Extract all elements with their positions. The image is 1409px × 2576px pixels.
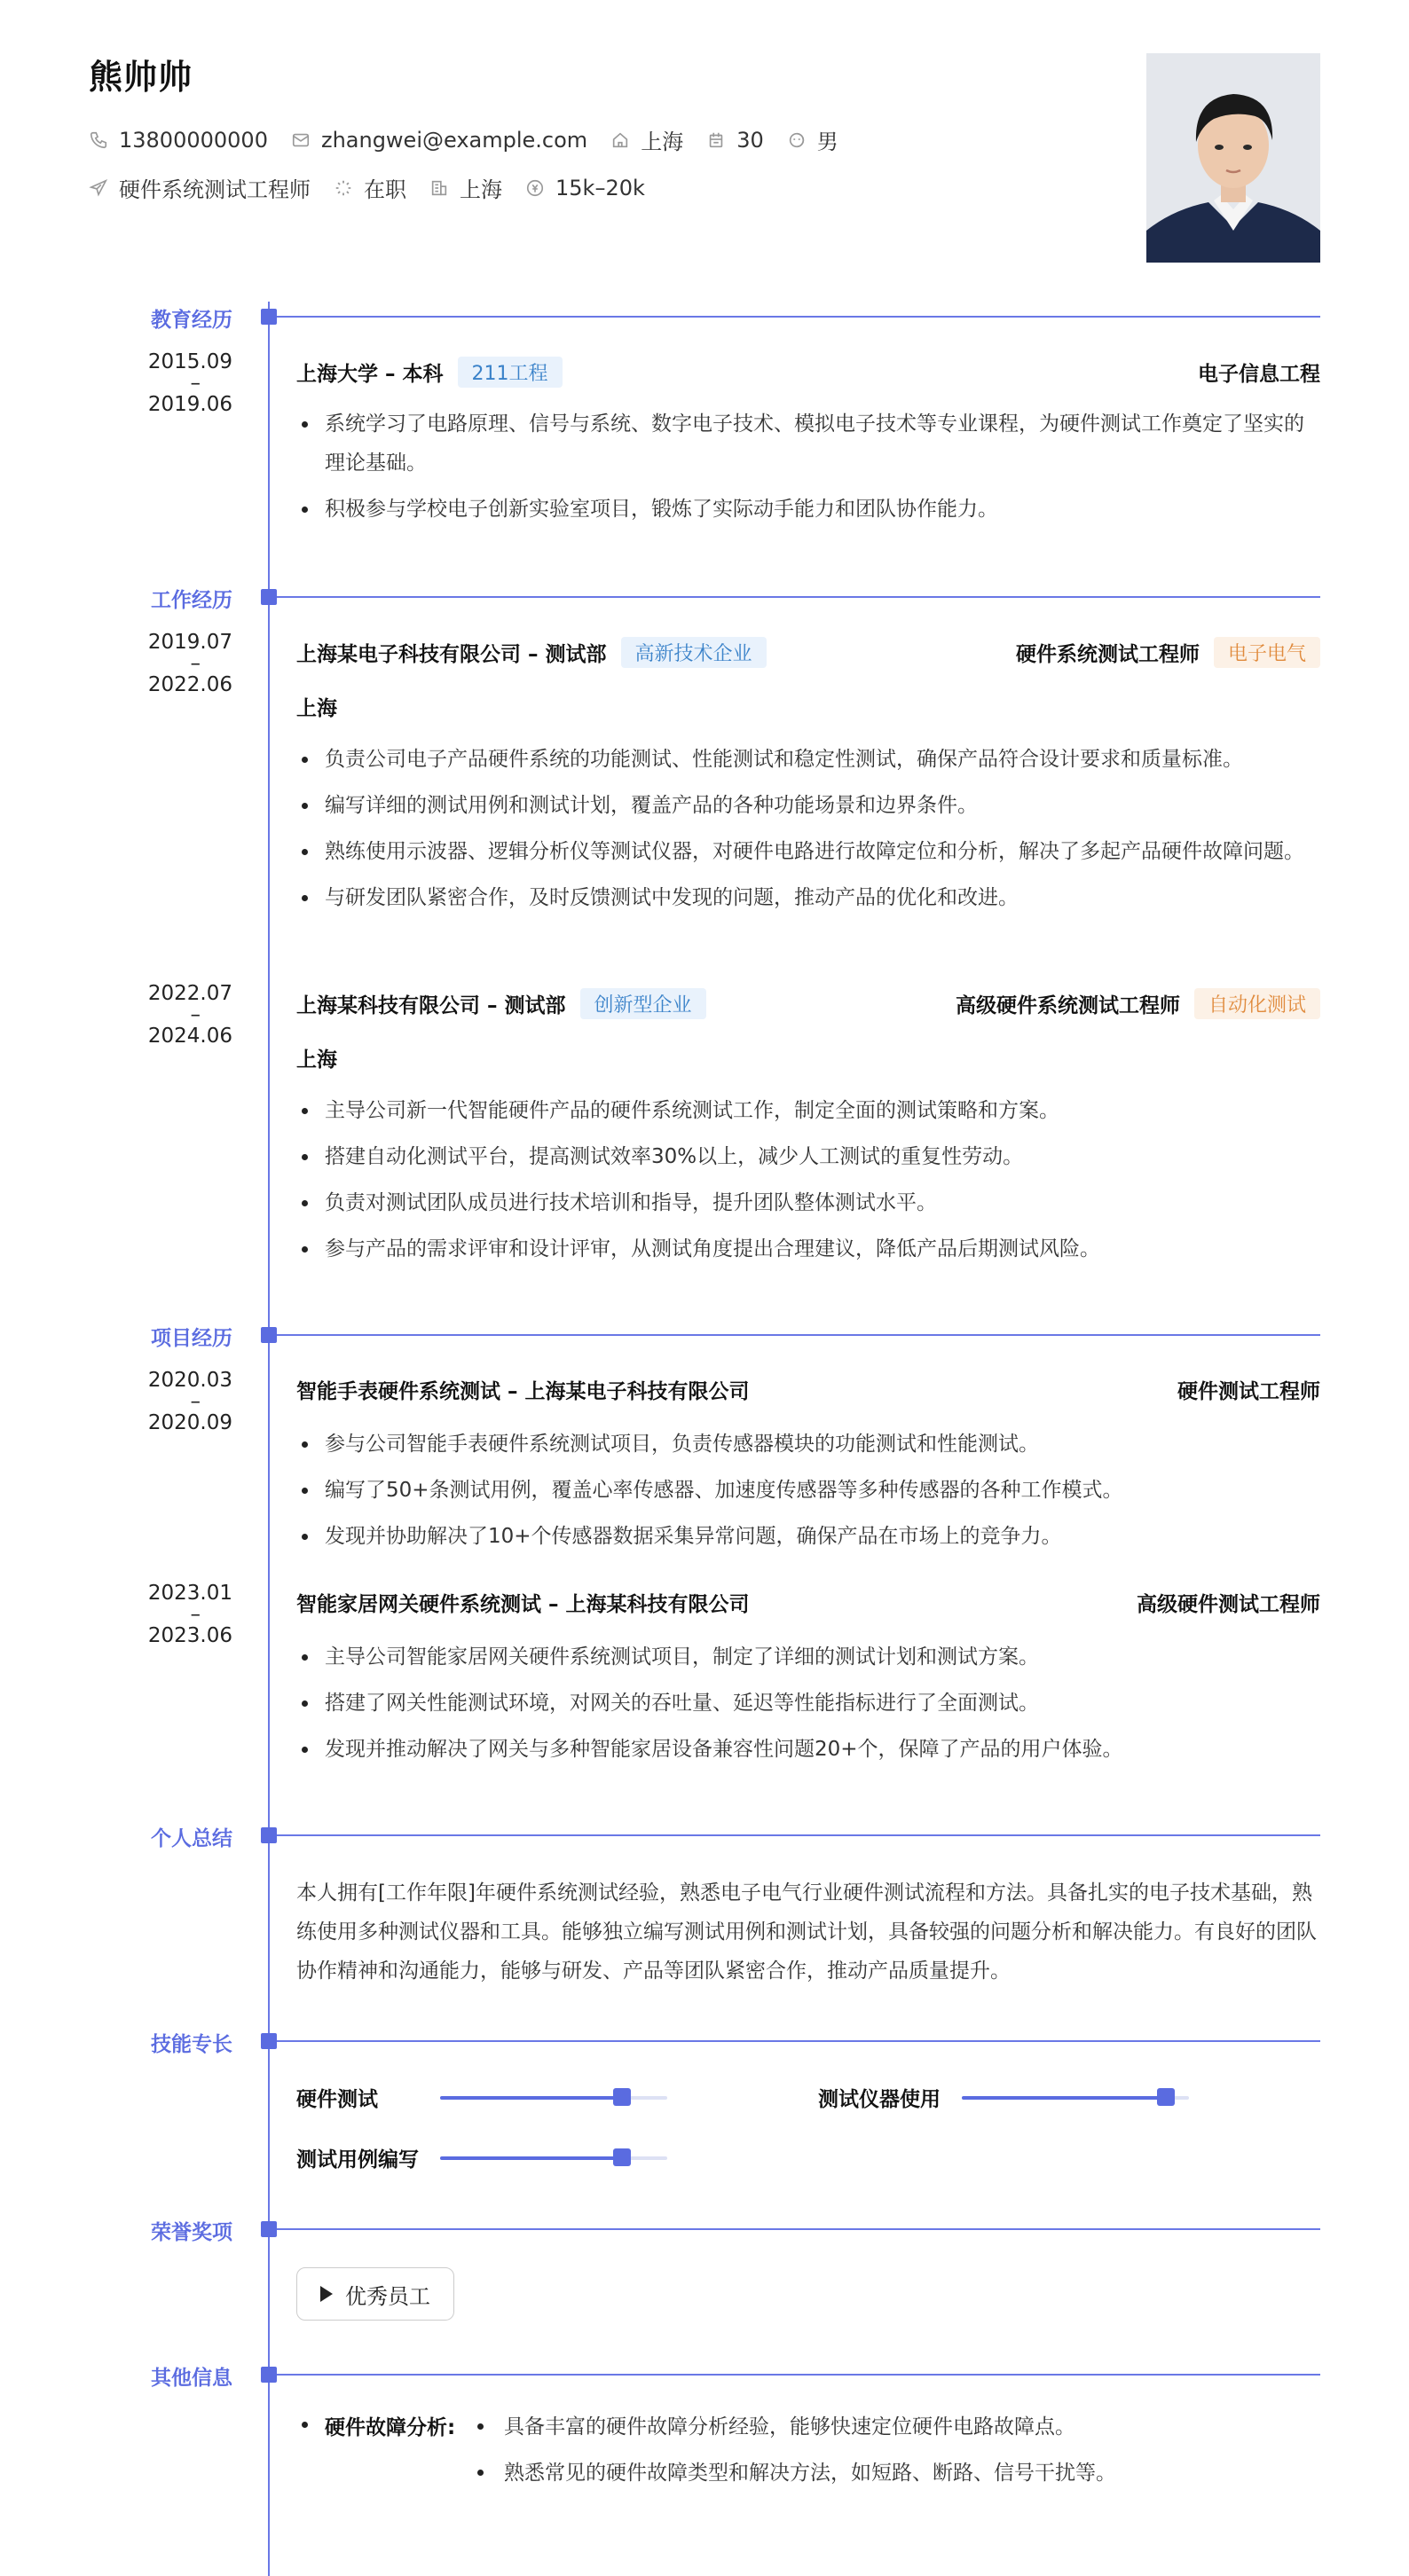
project-name: 智能家居网关硬件系统测试 – 上海某科技有限公司	[296, 1593, 750, 1616]
contact-row	[89, 124, 862, 155]
list-item: 主导公司智能家居网关硬件系统测试项目，制定了详细的测试计划和测试方案。	[296, 1637, 1320, 1677]
skill-item	[296, 2083, 667, 2112]
status-item	[334, 172, 406, 203]
company-name: 上海某科技有限公司 – 测试部	[296, 994, 566, 1017]
section-divider	[277, 316, 1320, 318]
school-name: 上海大学 – 本科	[296, 363, 444, 386]
work-date: 2022.07 – 2024.06	[147, 982, 232, 1048]
skill-item	[296, 2143, 667, 2172]
skill-bar-fill	[440, 2096, 622, 2100]
project-name: 智能手表硬件系统测试 – 上海某电子科技有限公司	[296, 1380, 750, 1403]
work-city: 上海	[296, 1048, 337, 1072]
section-title-awards: 荣誉奖项	[151, 2221, 232, 2244]
position-item	[89, 172, 311, 203]
list-item: 编写详细的测试用例和测试计划，覆盖产品的各种功能场景和边界条件。	[296, 786, 1320, 825]
list-item: 负责对测试团队成员进行技术培训和指导，提升团队整体测试水平。	[296, 1183, 1320, 1222]
skill-name: 硬件测试	[296, 2088, 378, 2111]
project-date: 2020.03 – 2020.09	[147, 1369, 232, 1434]
skill-name: 测试仪器使用	[818, 2088, 941, 2111]
list-item: 搭建了网关性能测试环境，对网关的吞吐量、延迟等性能指标进行了全面测试。	[296, 1684, 1320, 1723]
company-tag: 高新技术企业	[621, 637, 767, 668]
section-divider	[277, 596, 1320, 598]
coin-icon	[525, 178, 545, 198]
other-bullets	[472, 2404, 1315, 2496]
project-role: 高级硬件测试工程师	[1137, 1593, 1320, 1616]
calendar-icon	[706, 130, 726, 150]
list-item: 系统学习了电路原理、信号与系统、数字电子技术、模拟电子技术等专业课程，为硬件测试工作奠定了坚实的理论基础。	[296, 404, 1320, 483]
section-title-education: 教育经历	[151, 309, 232, 332]
company-tag: 创新型企业	[580, 988, 706, 1019]
city-item	[429, 172, 502, 203]
list-item: 与研发团队紧密合作，及时反馈测试中发现的问题，推动产品的优化和改进。	[296, 878, 1320, 917]
section-marker	[261, 2221, 277, 2237]
building-icon	[429, 178, 449, 198]
project-row-head	[296, 1588, 1320, 1617]
salary-item	[525, 176, 645, 200]
company-name: 上海某电子科技有限公司 – 测试部	[296, 643, 607, 666]
edu-date: 2015.09 – 2019.06	[147, 350, 232, 416]
city-text: 上海	[460, 177, 502, 202]
skill-bar	[440, 2156, 667, 2160]
section-marker	[261, 309, 277, 325]
section-marker	[261, 2367, 277, 2383]
section-marker	[261, 1327, 277, 1343]
job-title: 硬件系统测试工程师	[1015, 643, 1200, 666]
list-item: 负责公司电子产品硬件系统的功能测试、性能测试和稳定性测试，确保产品符合设计要求和质量标准。	[296, 740, 1320, 779]
school-tag: 211工程	[458, 357, 563, 388]
skill-name: 测试用例编写	[296, 2148, 419, 2172]
email-text: zhangwei@example.com	[320, 127, 588, 153]
award-badge[interactable]	[296, 2267, 454, 2321]
skill-bar	[440, 2096, 667, 2100]
industry-tag: 自动化测试	[1194, 988, 1320, 1019]
phone-item	[89, 128, 268, 153]
section-title-summary: 个人总结	[151, 1827, 232, 1850]
age-item	[706, 128, 764, 153]
project-row-head	[296, 1375, 1320, 1404]
section-title-work: 工作经历	[151, 589, 232, 612]
list-item: 主导公司新一代智能硬件产品的硬件系统测试工作，制定全面的测试策略和方案。	[296, 1091, 1320, 1130]
section-divider	[277, 2228, 1320, 2230]
candidate-name: 熊帅帅	[89, 58, 193, 97]
salary-text: 15k–20k	[555, 175, 645, 200]
project-role: 硬件测试工程师	[1177, 1380, 1320, 1403]
section-divider	[277, 1834, 1320, 1836]
list-item: 编写了50+条测试用例，覆盖心率传感器、加速度传感器等多种传感器的各种工作模式。	[296, 1471, 1320, 1510]
section-divider	[277, 1334, 1320, 1336]
skill-bar-knob	[613, 2148, 631, 2166]
section-divider	[277, 2040, 1320, 2042]
list-item: 搭建自动化测试平台，提高测试效率30%以上，减少人工测试的重复性劳动。	[296, 1137, 1320, 1176]
gender-text: 男	[816, 130, 838, 154]
skill-bar-fill	[440, 2156, 622, 2160]
list-item: 熟悉常见的硬件故障类型和解决方法，如短路、断路、信号干扰等。	[472, 2450, 1315, 2496]
edu-bullets	[296, 404, 1320, 529]
skill-bar-fill	[962, 2096, 1166, 2100]
loading-icon	[334, 178, 353, 198]
work-date: 2019.07 – 2022.06	[147, 631, 232, 696]
list-item: 具备丰富的硬件故障分析经验，能够快速定位硬件电路故障点。	[472, 2404, 1315, 2450]
section-divider	[277, 2374, 1320, 2376]
mail-icon	[291, 130, 311, 150]
list-item: 参与产品的需求评审和设计评审，从测试角度提出合理建议，降低产品后期测试风险。	[296, 1229, 1320, 1268]
work-city: 上海	[296, 697, 337, 720]
award-label: 优秀员工	[345, 2283, 430, 2309]
section-title-project: 项目经历	[151, 1327, 232, 1350]
profile-photo	[1146, 53, 1320, 263]
skill-bar-knob	[613, 2088, 631, 2106]
skill-item	[818, 2083, 1189, 2112]
project-bullets	[296, 1425, 1320, 1556]
age-text: 30	[736, 127, 764, 153]
list-item: 发现并协助解决了10+个传感器数据采集异常问题，确保产品在市场上的竞争力。	[296, 1517, 1320, 1556]
play-icon	[320, 2286, 333, 2302]
section-title-skills: 技能专长	[151, 2033, 232, 2056]
job-row	[89, 172, 668, 203]
job-title: 高级硬件系统测试工程师	[955, 994, 1180, 1017]
list-item: 参与公司智能手表硬件系统测试项目，负责传感器模块的功能测试和性能测试。	[296, 1425, 1320, 1464]
position-text: 硬件系统测试工程师	[119, 177, 311, 202]
project-bullets	[296, 1637, 1320, 1769]
section-marker	[261, 589, 277, 605]
edu-row-head	[296, 357, 1320, 388]
summary-text: 本人拥有[工作年限]年硬件系统测试经验，熟悉电子电气行业硬件测试流程和方法。具备扎实的电子技术基础，熟练使用多种测试仪器和工具。能够独立编写测试用例和测试计划，具备较强的问题分析和解决能力。有良好的团队协作精神和沟通能力，能够与研发、产品等团队紧密合作，推动产品质量提升。	[296, 1881, 1317, 1983]
work-row-head	[296, 637, 1320, 668]
list-item: 积极参与学校电子创新实验室项目，锻炼了实际动手能力和团队协作能力。	[296, 490, 1320, 529]
email-item	[291, 128, 587, 153]
section-marker	[261, 1827, 277, 1843]
section-marker	[261, 2033, 277, 2049]
send-icon	[89, 178, 108, 198]
project-date: 2023.01 – 2023.06	[147, 1582, 232, 1647]
location-text: 上海	[641, 130, 684, 154]
work-bullets	[296, 740, 1320, 917]
location-item	[610, 124, 683, 155]
work-row-head	[296, 988, 1320, 1019]
phone-icon	[89, 130, 108, 150]
other-label: 硬件故障分析:	[296, 2411, 455, 2440]
gender-icon	[787, 130, 807, 150]
list-item: 熟练使用示波器、逻辑分析仪等测试仪器，对硬件电路进行故障定位和分析，解决了多起产品硬件故障问题。	[296, 832, 1320, 871]
gender-item	[787, 124, 838, 155]
home-icon	[610, 130, 630, 150]
work-bullets	[296, 1091, 1320, 1268]
skill-bar-knob	[1157, 2088, 1175, 2106]
industry-tag: 电子电气	[1214, 637, 1320, 668]
list-item: 发现并推动解决了网关与多种智能家居设备兼容性问题20+个，保障了产品的用户体验。	[296, 1730, 1320, 1769]
major: 电子信息工程	[1198, 363, 1320, 386]
status-text: 在职	[364, 177, 406, 202]
phone-text: 13800000000	[119, 127, 268, 153]
section-title-other: 其他信息	[151, 2367, 232, 2390]
skill-bar	[962, 2096, 1189, 2100]
